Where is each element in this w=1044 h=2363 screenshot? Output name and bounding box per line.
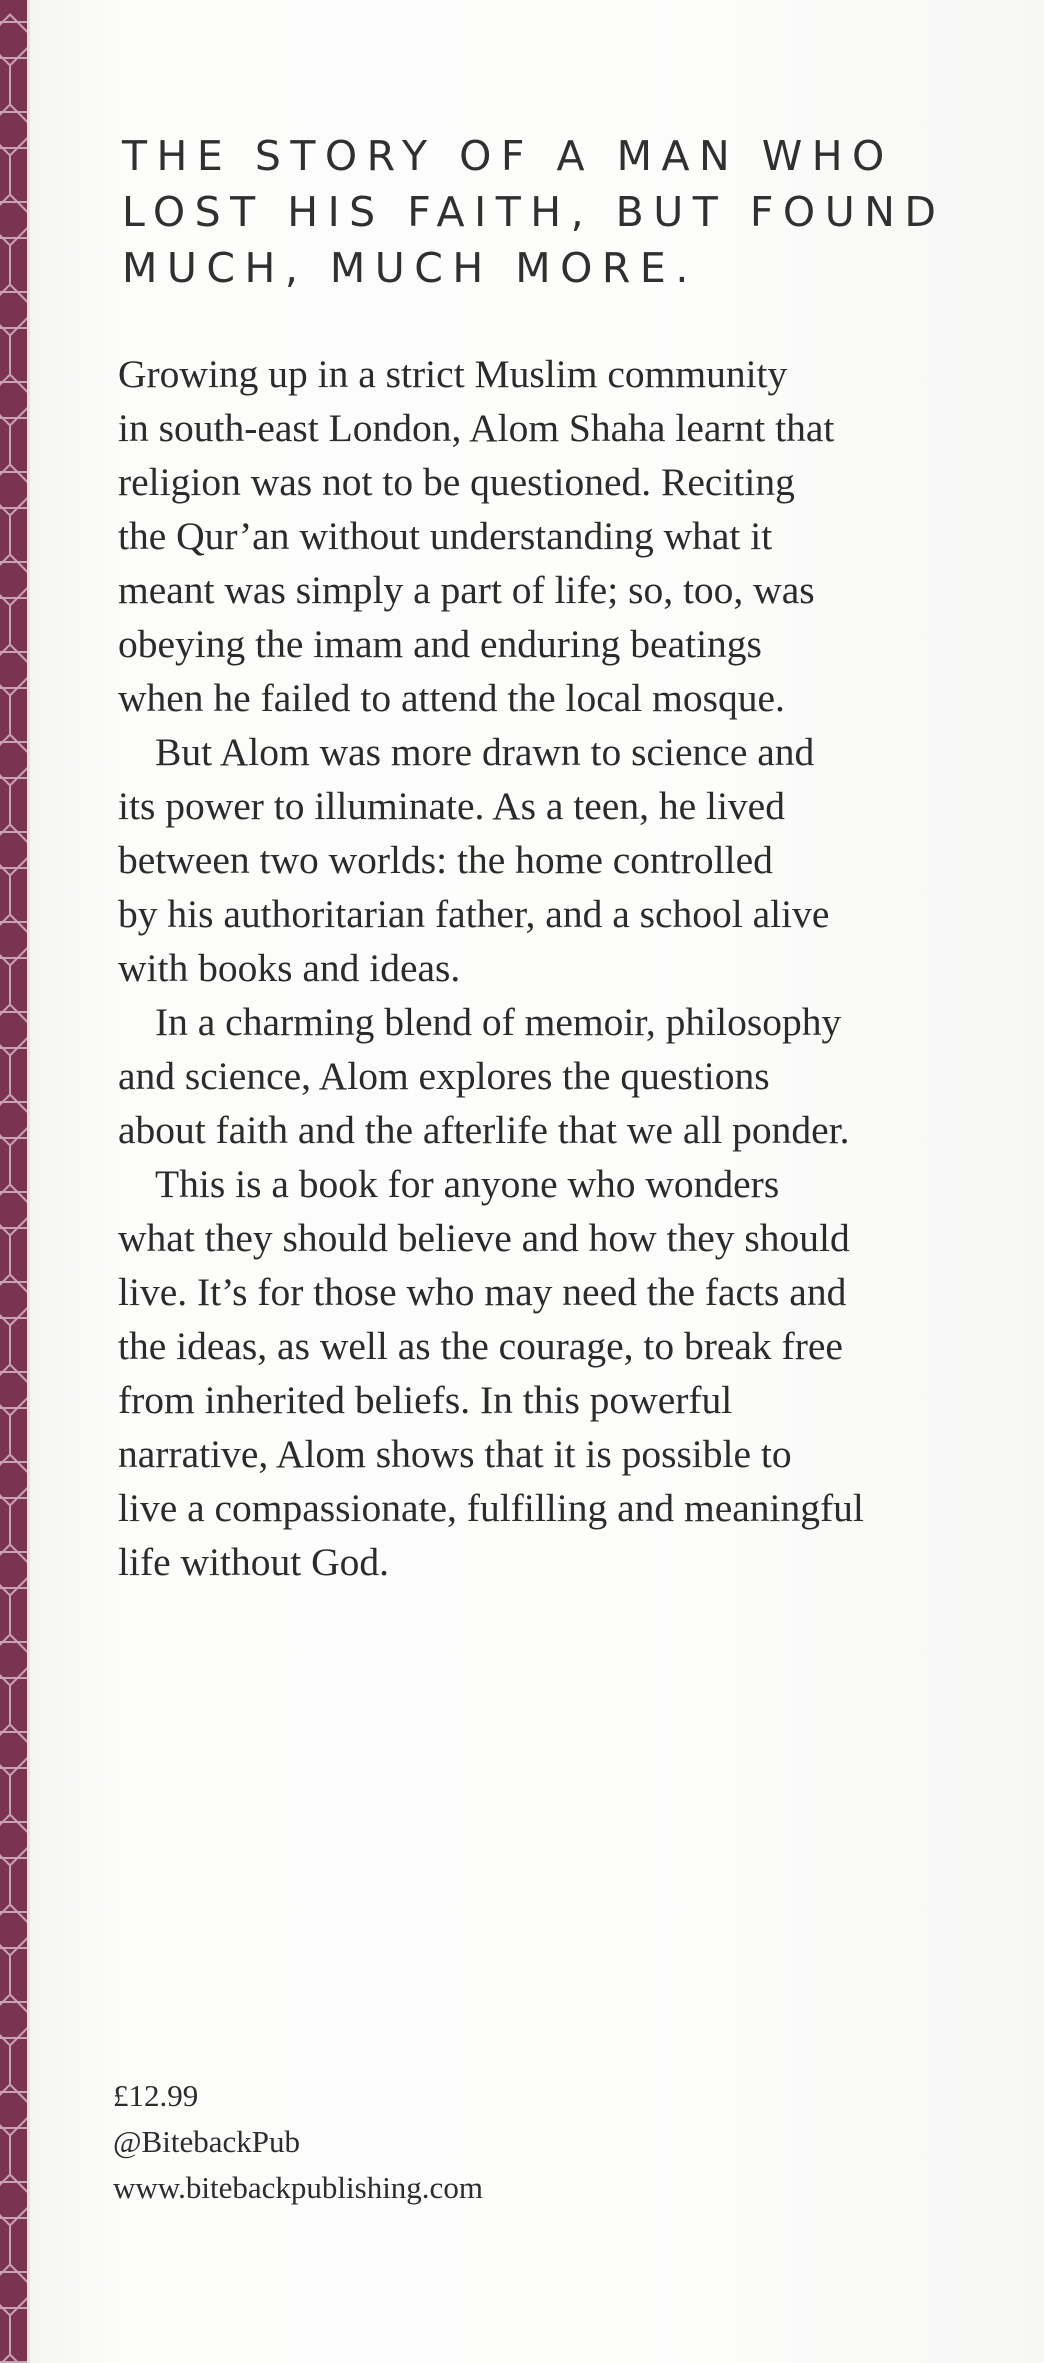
blurb-line: Growing up in a strict Muslim community	[118, 352, 788, 396]
blurb-line: life without God.	[118, 1540, 389, 1584]
headline-line: THE STORY OF A MAN WHO	[122, 132, 894, 180]
blurb-line: the ideas, as well as the courage, to break free	[118, 1324, 843, 1368]
blurb-line: live. It’s for those who may need the facts and	[118, 1270, 847, 1314]
blurb-line: by his authoritarian father, and a school alive	[118, 892, 830, 936]
cover-headline	[122, 128, 982, 296]
blurb-line: with books and ideas.	[118, 946, 461, 990]
blurb-line: But Alom was more drawn to science and	[155, 730, 815, 774]
blurb-line: the Qur’an without understanding what it	[118, 514, 773, 558]
blurb-line: meant was simply a part of life; so, too, was	[118, 568, 815, 612]
blurb-line: and science, Alom explores the questions	[118, 1054, 770, 1098]
spine-edge	[27, 0, 30, 2363]
blurb-line: live a compassionate, fulfilling and meaningful	[118, 1486, 864, 1530]
blurb-line: its power to illuminate. As a teen, he lived	[118, 784, 785, 828]
blurb-line: about faith and the afterlife that we all ponder.	[118, 1108, 850, 1152]
blurb-line: obeying the imam and enduring beatings	[118, 622, 762, 666]
blurb-line: from inherited beliefs. In this powerful	[118, 1378, 733, 1422]
twitter-handle: @BitebackPub	[113, 2124, 300, 2159]
price-label: £12.99	[113, 2078, 199, 2113]
headline-line: LOST HIS FAITH, BUT FOUND	[122, 188, 946, 236]
blurb-line: In a charming blend of memoir, philosophy	[155, 1000, 842, 1044]
blurb-line: religion was not to be questioned. Reciting	[118, 460, 795, 504]
blurb-line: narrative, Alom shows that it is possible to	[118, 1432, 792, 1476]
blurb-line: what they should believe and how they should	[118, 1216, 850, 1260]
book-blurb	[118, 347, 948, 1589]
blurb-line: in south-east London, Alom Shaha learnt that	[118, 406, 835, 450]
blurb-line: This is a book for anyone who wonders	[155, 1162, 780, 1206]
blurb-line: between two worlds: the home controlled	[118, 838, 773, 882]
website-url: www.bitebackpublishing.com	[113, 2170, 483, 2205]
geometric-pattern-icon	[0, 0, 30, 2363]
blurb-line: when he failed to attend the local mosque.	[118, 676, 785, 720]
spine-pattern-band	[0, 0, 30, 2363]
headline-line: MUCH, MUCH MORE.	[122, 244, 698, 292]
publisher-info	[113, 2073, 483, 2211]
